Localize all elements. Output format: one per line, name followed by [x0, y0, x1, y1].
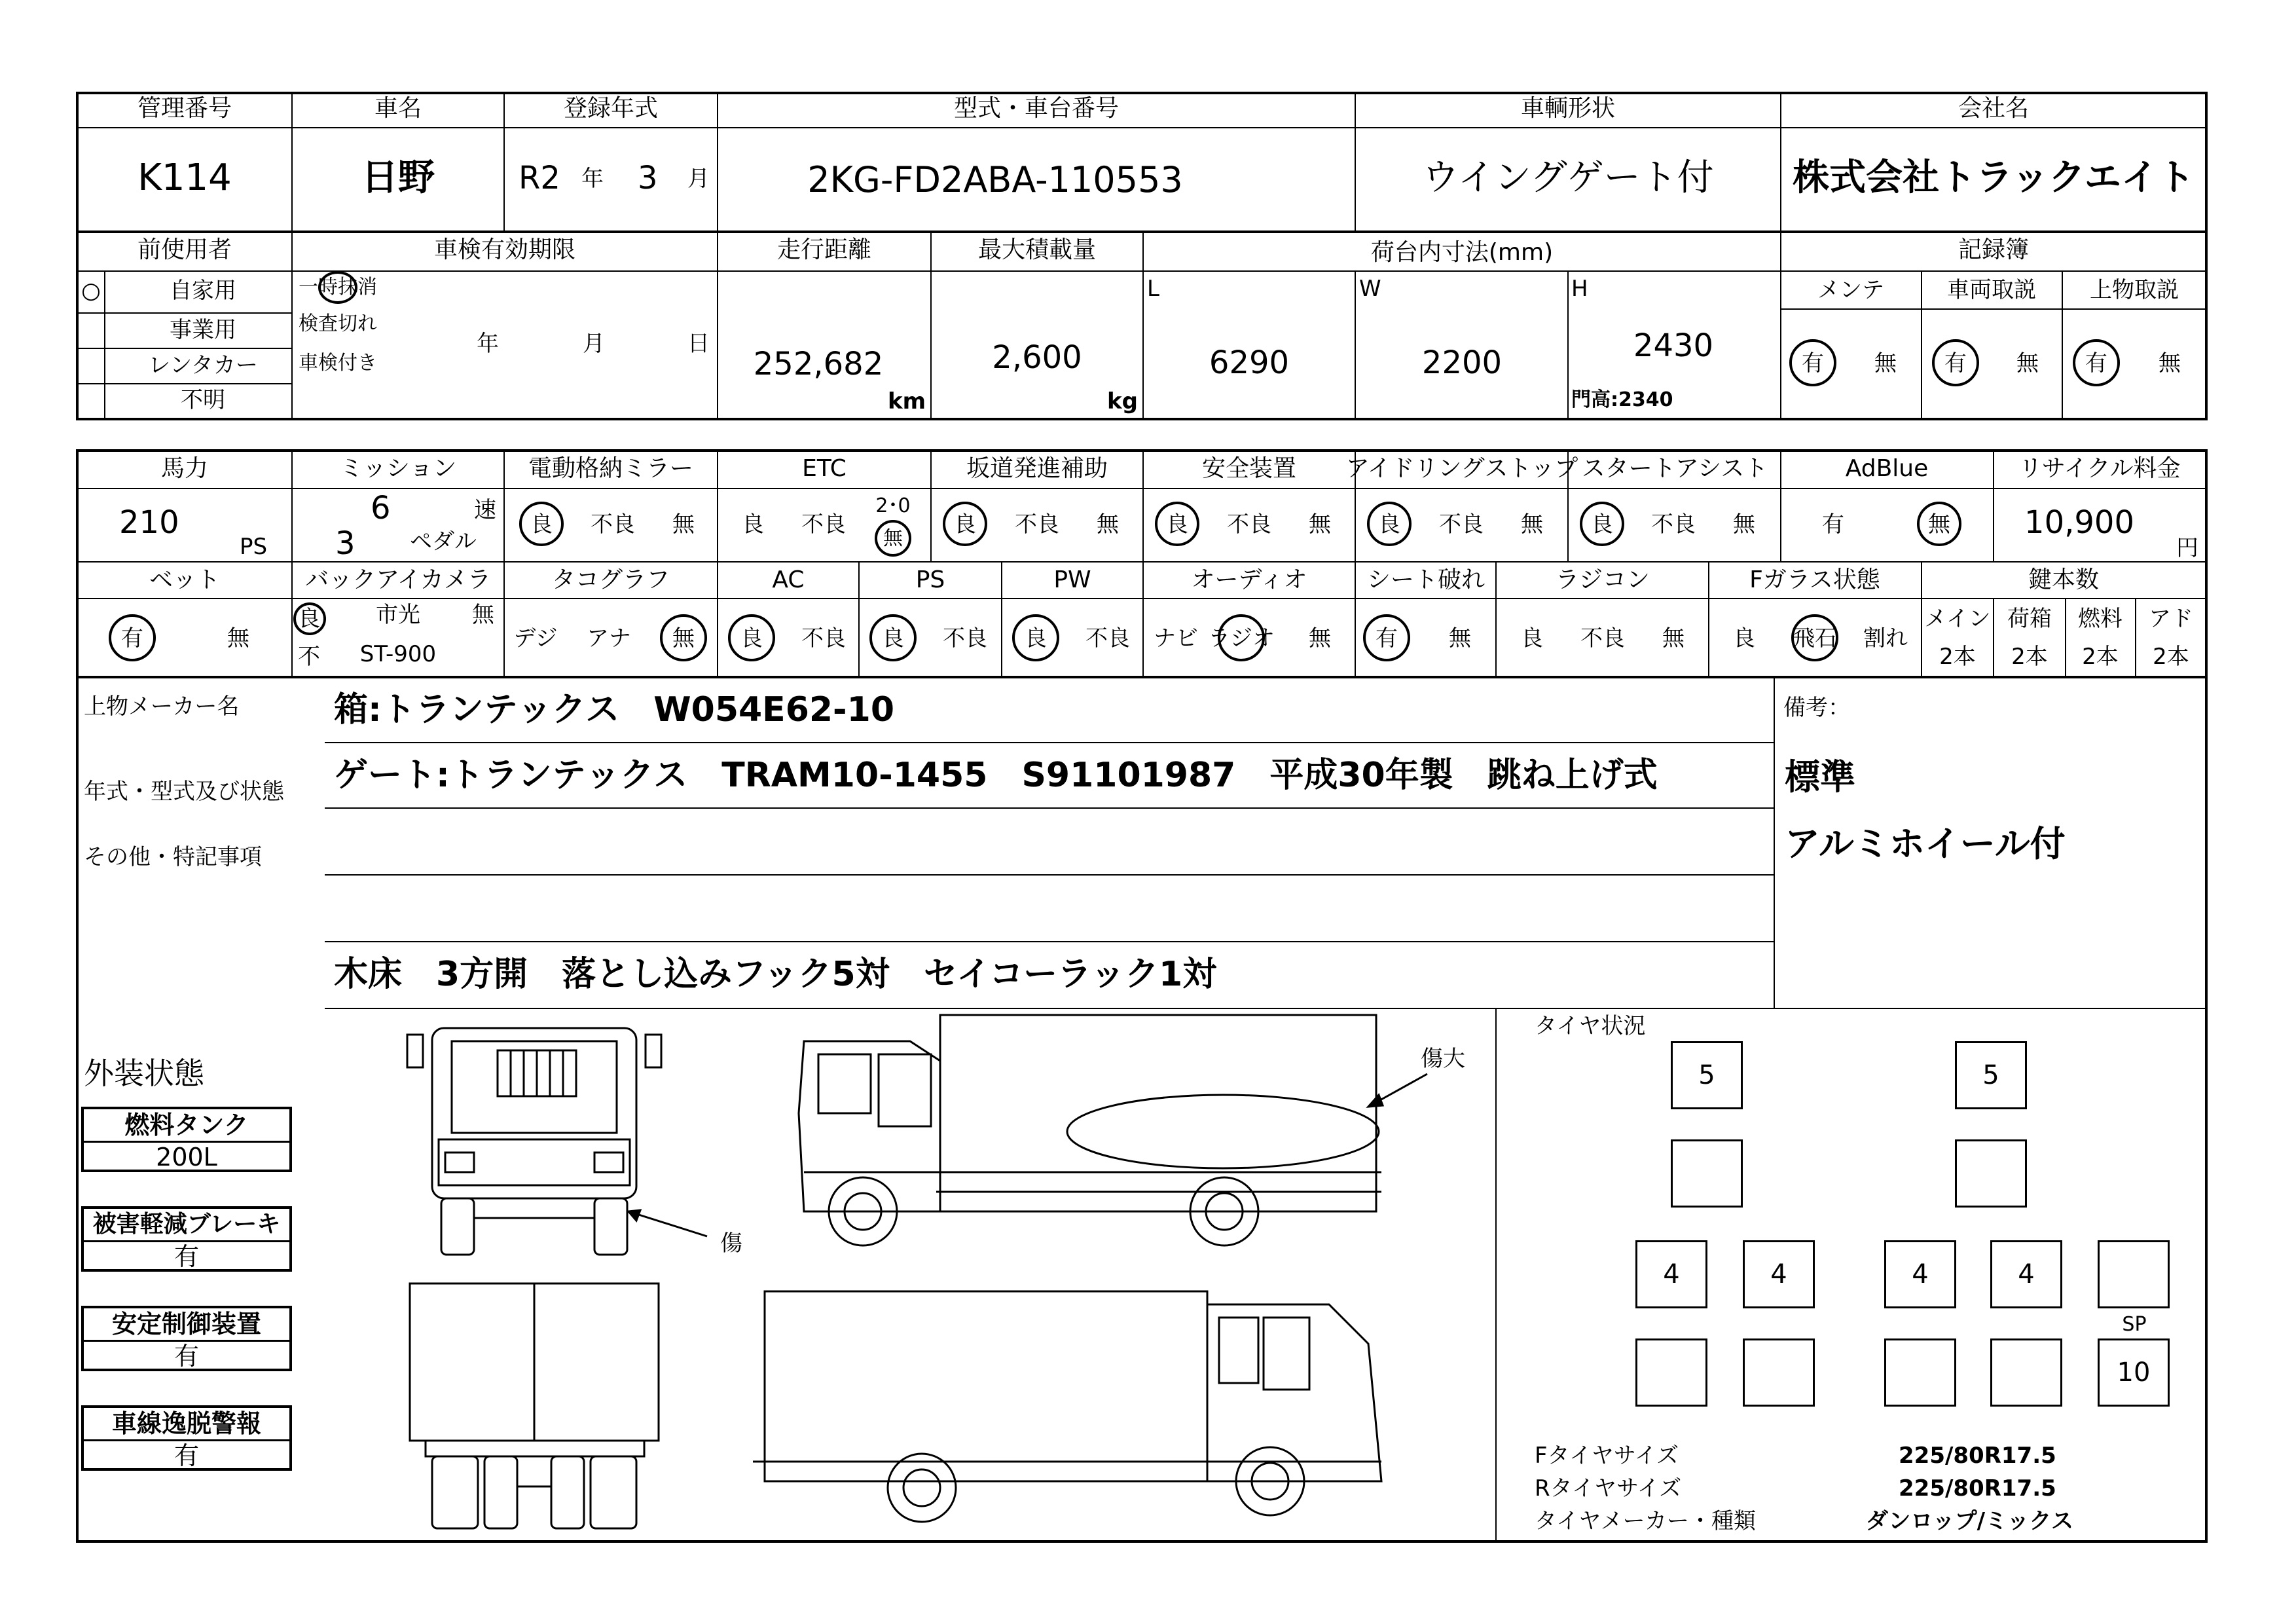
- shaken-option: 車検付き: [299, 352, 377, 375]
- key-label: メイン: [1924, 606, 1991, 632]
- dim-l-label: L: [1147, 276, 1159, 302]
- damage-small-label: 傷: [720, 1230, 742, 1257]
- tire-rear-inner: [1635, 1338, 1707, 1407]
- etc-ng: 不良: [801, 511, 846, 538]
- header-shaken: 車検有効期限: [433, 236, 576, 263]
- mirror-ng: 不良: [591, 511, 635, 538]
- key-count: 2本: [2011, 644, 2048, 670]
- bed-yes: 有: [121, 625, 143, 652]
- mileage-value: 252,682: [753, 346, 884, 382]
- header-camera: バックアイカメラ: [305, 566, 491, 593]
- label-nenshiki: 年式・型式及び状態: [84, 779, 284, 805]
- prev-user-option: 不明: [181, 387, 225, 413]
- header-mission: ミッション: [339, 455, 457, 482]
- max-load-unit: kg: [1107, 388, 1138, 415]
- header-audio: オーディオ: [1191, 566, 1307, 593]
- ps-ok: 良: [882, 625, 904, 652]
- dim-w-value: 2200: [1421, 344, 1503, 381]
- record-no: 無: [2016, 350, 2039, 377]
- recycle-unit: 円: [2176, 535, 2198, 561]
- header-mirror: 電動格納ミラー: [528, 455, 694, 482]
- taco-digi: デジ: [513, 625, 558, 652]
- header-glass: Fガラス状態: [1749, 566, 1880, 593]
- safety-ng: 不良: [1227, 511, 1271, 538]
- header-kanri: 管理番号: [137, 95, 232, 122]
- tire-r-size: 225/80R17.5: [1899, 1475, 2056, 1502]
- tire-f-size: 225/80R17.5: [1899, 1443, 2056, 1469]
- hill-none: 無: [1097, 511, 1119, 538]
- camera-none: 無: [472, 602, 494, 628]
- tire-front-left: 5: [1671, 1041, 1743, 1109]
- tire-spare: 10: [2098, 1338, 2170, 1407]
- tire-rear: 4: [1743, 1240, 1815, 1308]
- tire-rear: 4: [1990, 1240, 2062, 1308]
- header-bed: ベット: [149, 566, 221, 593]
- pw-ok: 良: [1025, 625, 1047, 652]
- tire-maker-label: タイヤメーカー・種類: [1535, 1508, 1756, 1534]
- prev-user-option: 事業用: [170, 317, 236, 343]
- header-katashiki: 型式・車台番号: [953, 95, 1120, 122]
- key-label: アド: [2149, 606, 2193, 632]
- audio-none: 無: [1309, 625, 1331, 652]
- tire-sp-label: SP: [2122, 1313, 2147, 1336]
- camera-maker: 市光: [376, 602, 420, 628]
- camera-ng: 不: [298, 644, 320, 670]
- mission-pedal: ペダル: [410, 528, 477, 555]
- shaken-month: 月: [583, 331, 605, 357]
- shaken-option: 検査切れ: [299, 312, 377, 335]
- body-line-2: ゲート:トランテックス TRAM10-1455 S91101987 平成30年製 跳ね上げ式: [334, 756, 1658, 795]
- header-seat: シート破れ: [1366, 566, 1485, 593]
- tire-spare-slot: [2098, 1240, 2170, 1308]
- hill-ok: 良: [954, 511, 976, 538]
- header-etc: ETC: [802, 455, 847, 482]
- note-2: アルミホイール付: [1785, 823, 2066, 864]
- audio-navi: ナビ: [1154, 625, 1198, 652]
- equip-label: 車線逸脱警報: [84, 1408, 289, 1441]
- equip-label: 安定制御装置: [84, 1308, 289, 1342]
- equip-value: 200L: [156, 1143, 217, 1172]
- truck-rear-view: [410, 1283, 659, 1528]
- idle-ng: 不良: [1439, 511, 1484, 538]
- equip-value: 有: [173, 1342, 199, 1371]
- glass-ok: 良: [1733, 625, 1755, 652]
- header-hill: 坂道発進補助: [966, 455, 1108, 482]
- header-ac: AC: [772, 566, 805, 593]
- truck-front-view: [407, 1028, 661, 1255]
- mirror-ok: 良: [530, 511, 553, 538]
- dim-h-label: H: [1571, 276, 1588, 302]
- equip-value: 有: [173, 1441, 199, 1470]
- record-label: メンテ: [1817, 277, 1884, 303]
- value-katashiki: 2KG-FD2ABA-110553: [807, 159, 1183, 200]
- equip-label: 燃料タンク: [84, 1109, 289, 1143]
- mission-soku: 速: [474, 497, 496, 523]
- record-yes: 有: [2085, 350, 2107, 377]
- prev-user-option: レンタカー: [148, 352, 258, 378]
- dim-h-value: 2430: [1633, 327, 1714, 364]
- radicon-ng: 不良: [1580, 625, 1625, 652]
- tire-rear-inner: [1990, 1338, 2062, 1407]
- pw-ng: 不良: [1085, 625, 1130, 652]
- glass-crack: 割れ: [1863, 625, 1908, 652]
- tire-rear: 4: [1635, 1240, 1707, 1308]
- header-mileage: 走行距離: [776, 236, 872, 263]
- shaken-day: 日: [687, 331, 710, 357]
- tire-rear-inner: [1884, 1338, 1956, 1407]
- header-adblue: AdBlue: [1845, 455, 1929, 482]
- audio-radio: ラジオ: [1208, 625, 1275, 652]
- safety-none: 無: [1309, 511, 1331, 538]
- start-ok: 良: [1591, 511, 1613, 538]
- header-bariki: 馬力: [160, 455, 209, 482]
- record-no: 無: [2159, 350, 2181, 377]
- value-shamei: 日野: [361, 157, 435, 199]
- header-records: 記録簿: [1958, 236, 2030, 263]
- prev-user-mark-0: ○: [81, 278, 101, 304]
- record-no: 無: [1874, 350, 1897, 377]
- mirror-none: 無: [672, 511, 695, 538]
- record-yes: 有: [1802, 350, 1824, 377]
- label-maker: 上物メーカー名: [84, 693, 240, 720]
- header-radicon: ラジコン: [1555, 566, 1650, 593]
- ac-ng: 不良: [801, 625, 846, 652]
- record-label: 上物取説: [2090, 277, 2179, 303]
- note-1: 標準: [1785, 756, 1855, 798]
- start-none: 無: [1733, 511, 1755, 538]
- value-keijo: ウイングゲート付: [1422, 157, 1714, 199]
- bariki-unit: PS: [240, 534, 268, 560]
- recycle-value: 10,900: [2024, 504, 2134, 541]
- tire-rear: 4: [1884, 1240, 1956, 1308]
- ac-ok: 良: [740, 625, 763, 652]
- camera-model: ST-900: [359, 641, 437, 667]
- header-recycle: リサイクル料金: [2018, 455, 2181, 482]
- glass-chip: 飛石: [1793, 625, 1837, 652]
- header-bed-dims: 荷台内寸法(mm): [1370, 239, 1554, 266]
- value-nen-unit: 年: [581, 166, 604, 192]
- equip-value: 有: [173, 1242, 199, 1271]
- tire-title: タイヤ状況: [1535, 1013, 1646, 1039]
- mon-label: 門高:2340: [1571, 388, 1673, 411]
- value-kanri: K114: [137, 157, 232, 199]
- mission-pedal-num: 3: [335, 525, 355, 562]
- dim-l-value: 6290: [1209, 344, 1290, 381]
- header-start: スタートアシスト: [1581, 455, 1768, 482]
- mission-speeds: 6: [371, 490, 391, 526]
- idle-none: 無: [1521, 511, 1543, 538]
- adblue-yes: 有: [1822, 511, 1844, 538]
- etc-version: 2･0: [875, 494, 911, 517]
- key-count: 2本: [2082, 644, 2119, 670]
- record-yes: 有: [1944, 350, 1967, 377]
- header-keijo: 車輌形状: [1520, 95, 1616, 122]
- header-taco: タコグラフ: [551, 566, 670, 593]
- key-label: 荷箱: [2007, 606, 2052, 632]
- radicon-none: 無: [1662, 625, 1685, 652]
- value-tsuki-unit: 月: [687, 166, 710, 192]
- key-count: 2本: [1939, 644, 1976, 670]
- adblue-none: 無: [1928, 511, 1950, 538]
- header-keys: 鍵本数: [2028, 566, 2100, 593]
- header-idle: アイドリングストップ: [1345, 455, 1578, 482]
- etc-ok: 良: [742, 511, 764, 538]
- header-prev-user: 前使用者: [137, 236, 232, 263]
- header-nenshiki: 登録年式: [563, 95, 659, 122]
- prev-user-option: 自家用: [170, 278, 236, 304]
- value-tsuki: 3: [638, 160, 658, 196]
- tire-f-label: Fタイヤサイズ: [1535, 1443, 1679, 1469]
- mileage-unit: km: [887, 388, 926, 415]
- etc-none: 無: [883, 527, 903, 550]
- seat-yes: 有: [1376, 625, 1398, 652]
- truck-side-view-left: [753, 1291, 1381, 1522]
- tire-front-left-inner: [1671, 1139, 1743, 1208]
- radicon-ok: 良: [1521, 625, 1543, 652]
- header-shamei: 車名: [374, 95, 422, 122]
- header-pw: PW: [1053, 566, 1091, 593]
- value-nen-prefix: R2: [519, 160, 560, 196]
- header-max-load: 最大積載量: [977, 236, 1097, 263]
- gaiso-title: 外装状態: [84, 1056, 204, 1091]
- equip-label: 被害軽減ブレーキ: [84, 1209, 289, 1242]
- start-ng: 不良: [1651, 511, 1696, 538]
- dim-w-label: W: [1359, 276, 1381, 302]
- camera-ok: 良: [298, 606, 320, 632]
- seat-none: 無: [1449, 625, 1471, 652]
- max-load-value: 2,600: [992, 339, 1082, 376]
- tire-front-right: 5: [1955, 1041, 2027, 1109]
- header-ps: PS: [915, 566, 945, 593]
- bed-none: 無: [227, 625, 249, 652]
- label-other: その他・特記事項: [84, 844, 262, 870]
- idle-ok: 良: [1378, 511, 1400, 538]
- taco-ana: アナ: [587, 625, 631, 652]
- key-count: 2本: [2153, 644, 2189, 670]
- body-line-5: 木床 3方開 落とし込みフック5対 セイコーラック1対: [334, 955, 1217, 994]
- hill-ng: 不良: [1015, 511, 1059, 538]
- tire-rear-inner: [1743, 1338, 1815, 1407]
- key-label: 燃料: [2078, 606, 2123, 632]
- label-biko: 備考：: [1783, 695, 1850, 721]
- header-kaisha: 会社名: [1958, 95, 2030, 122]
- taco-none: 無: [672, 625, 695, 652]
- value-kaisha: 株式会社トラックエイト: [1793, 157, 2195, 199]
- tire-maker: ダンロップ/ミックス: [1866, 1508, 2074, 1534]
- shaken-option: 一時抹消: [299, 276, 377, 299]
- ps-ng: 不良: [943, 625, 987, 652]
- bariki-value: 210: [119, 504, 179, 541]
- damage-large-label: 傷大: [1421, 1046, 1465, 1072]
- tire-r-label: Rタイヤサイズ: [1535, 1475, 1682, 1502]
- header-safety: 安全装置: [1201, 455, 1297, 482]
- tire-front-right-inner: [1955, 1139, 2027, 1208]
- truck-side-view-right: [799, 1015, 1381, 1246]
- shaken-year: 年: [477, 331, 499, 357]
- safety-ok: 良: [1166, 511, 1188, 538]
- body-line-1: 箱:トランテックス W054E62-10: [334, 690, 895, 729]
- record-label: 車両取説: [1947, 277, 2036, 303]
